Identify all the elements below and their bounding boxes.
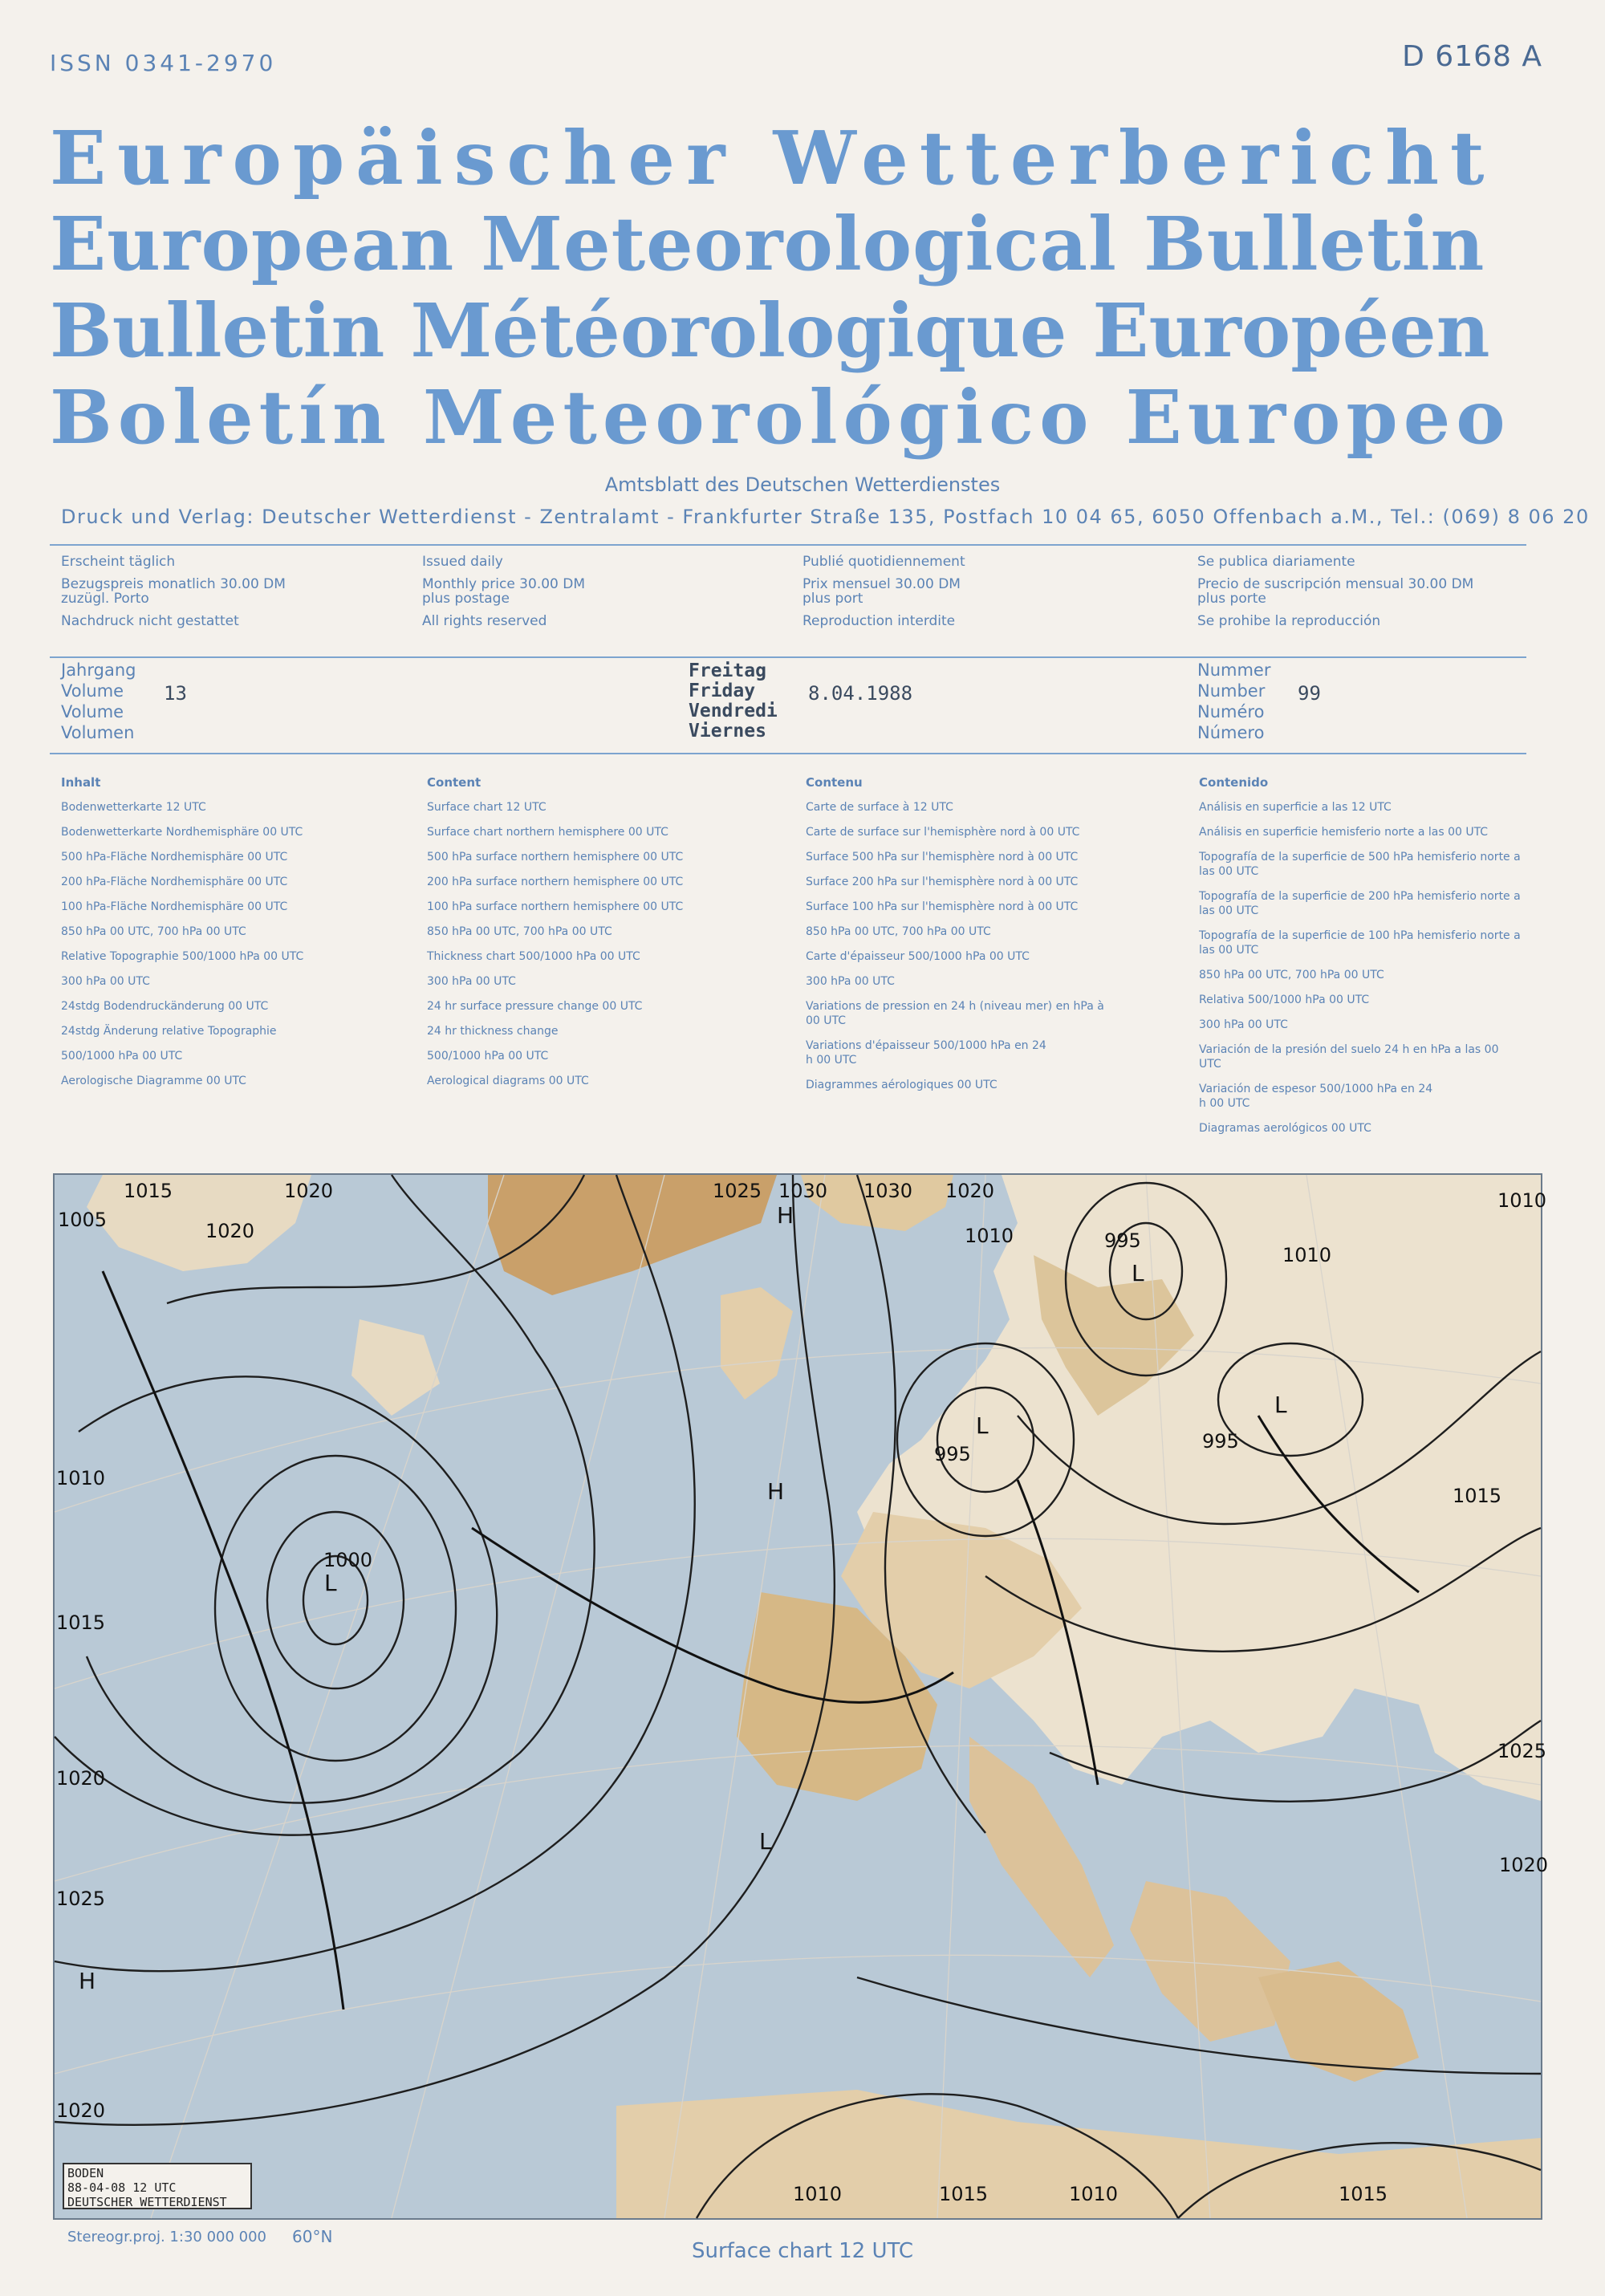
isobar-label: 1010 bbox=[1282, 1244, 1332, 1266]
isobar-label: 995 bbox=[934, 1443, 971, 1465]
publisher-line: Druck und Verlag: Deutscher Wetterdienst - Zentralamt - Frankfurter Straße 135, Postfach 10 04 65, 6050 Offenbach a.M., Tel.: (069) 8 06 20 bbox=[61, 506, 1590, 528]
isobar-label: 1020 bbox=[56, 1767, 106, 1790]
surface-weather-map bbox=[53, 1173, 1549, 2220]
map-projection: Stereogr.proj. 1:30 000 000 bbox=[67, 2229, 267, 2245]
isobar-label: 1015 bbox=[56, 1611, 106, 1634]
contents-en: Content Surface chart 12 UTC Surface chart northern hemisphere 00 UTC 500 hPa surface northern hemisphere 00 UTC 200 hPa surface northern hemisphere 00 UTC 100 hPa surface northern hemisphere 00 UTC 850 hPa 00 UTC, 700 hPa 00 UTC Thickness chart 500/1000 hPa 00 UTC 300 hPa 00 UTC 24 hr surface pressure change 00 UTC 24 hr thickness change 500/1000 hPa 00 UTC Aerological diagrams 00 UTC bbox=[427, 775, 684, 1087]
low-pressure-marker: L bbox=[1274, 1392, 1287, 1418]
isobar-label: 1025 bbox=[56, 1888, 106, 1910]
isobar-label: 1030 bbox=[863, 1180, 913, 1202]
contents-de: Inhalt Bodenwetterkarte 12 UTC Bodenwetterkarte Nordhemisphäre 00 UTC 500 hPa-Fläche Nordhemisphäre 00 UTC 200 hPa-Fläche Nordhemisphäre 00 UTC 100 hPa-Fläche Nordhemisphäre 00 UTC 850 hPa 00 UTC, 700 hPa 00 UTC Relative Topographie 500/1000 hPa 00 UTC 300 hPa 00 UTC 24stdg Bodendruckänderung 00 UTC 24stdg Änderung relative Topographie 500/1000 hPa 00 UTC Aerologische Diagramme 00 UTC bbox=[61, 775, 304, 1087]
isobar-label: 1025 bbox=[713, 1180, 762, 1202]
title-german: Europäischer Wetterbericht bbox=[50, 115, 1496, 201]
isobar-label: 1030 bbox=[778, 1180, 828, 1202]
low-pressure-marker: L bbox=[759, 1828, 772, 1855]
number-labels: Nummer Number Numéro Número bbox=[1197, 660, 1271, 742]
isobar-label: 1015 bbox=[124, 1180, 173, 1202]
contents-es: Contenido Análisis en superficie a las 12 UTC Análisis en superficie hemisferio norte a las 00 UTC Topografía de la superficie de 500 hPa hemisferio norte a las 00 UTC Topografía de la superficie de 200 hPa hemisferio norte a las 00 UTC Topografía de la superficie de 100 hPa hemisferio norte a las 00 UTC 850 hPa 00 UTC, 700 hPa 00 UTC Relativa 500/1000 hPa 00 UTC 300 hPa 00 UTC Variación de la presión del suelo 24 h en hPa a las 00 UTC Variación de espesor 500/1000 hPa en 24 h 00 UTC Diagramas aerológicos 00 UTC bbox=[1199, 775, 1521, 1135]
high-pressure-marker: H bbox=[777, 1202, 794, 1229]
isobar-label: 1015 bbox=[1339, 2183, 1388, 2205]
isobar-label: 1020 bbox=[205, 1220, 255, 1242]
map-info-box: BODEN 88-04-08 12 UTC DEUTSCHER WETTERDIENST bbox=[63, 2163, 252, 2209]
divider bbox=[50, 753, 1526, 754]
issn: ISSN 0341-2970 bbox=[50, 50, 277, 76]
subscription-fr: Publié quotidiennement Prix mensuel 30.00 DM plus port Reproduction interdite bbox=[802, 554, 965, 629]
title-english: European Meteorological Bulletin bbox=[50, 201, 1485, 287]
isobar-label: 1010 bbox=[56, 1467, 106, 1489]
isobar-label: 1020 bbox=[1499, 1854, 1549, 1876]
isobar-label: 1010 bbox=[793, 2183, 843, 2205]
isobar-label: 1000 bbox=[323, 1549, 373, 1571]
isobar-label: 1020 bbox=[284, 1180, 334, 1202]
high-pressure-marker: H bbox=[767, 1478, 785, 1505]
weather-map-graphic bbox=[55, 1175, 1549, 2218]
isobar-label: 1020 bbox=[945, 1180, 995, 1202]
isobar-label: 995 bbox=[1104, 1229, 1141, 1252]
volume-number: 13 bbox=[164, 682, 187, 705]
isobar-label: 1010 bbox=[1069, 2183, 1119, 2205]
weekday-labels: Freitag Friday Vendredi Viernes bbox=[689, 660, 778, 742]
isobar-label: 1010 bbox=[965, 1225, 1014, 1247]
map-title: Surface chart 12 UTC bbox=[691, 2239, 914, 2263]
map-latitude: 60°N bbox=[292, 2227, 333, 2246]
isobar-label: 1020 bbox=[56, 2099, 106, 2122]
high-pressure-marker: H bbox=[79, 1968, 96, 1994]
low-pressure-marker: L bbox=[1132, 1260, 1144, 1286]
divider bbox=[50, 544, 1526, 546]
publication-code: D 6168 A bbox=[1402, 40, 1542, 73]
subscription-de: Erscheint täglich Bezugspreis monatlich 30.00 DM zuzügl. Porto Nachdruck nicht gestattet bbox=[61, 554, 286, 629]
low-pressure-marker: L bbox=[324, 1570, 337, 1596]
divider bbox=[50, 656, 1526, 658]
volume-labels: Jahrgang Volume Volume Volumen bbox=[61, 660, 136, 742]
title-french: Bulletin Météorologique Européen bbox=[50, 287, 1490, 374]
isobar-label: 1005 bbox=[58, 1209, 108, 1231]
issue-number: 99 bbox=[1298, 682, 1321, 705]
official-gazette: Amtsblatt des Deutschen Wetterdienstes bbox=[604, 473, 1001, 496]
isobar-label: 1015 bbox=[1453, 1485, 1502, 1507]
isobar-label: 1010 bbox=[1497, 1189, 1547, 1212]
title-spanish: Boletín Meteorológico Europeo bbox=[50, 374, 1511, 461]
issue-date: 8.04.1988 bbox=[808, 682, 913, 705]
isobar-label: 1015 bbox=[939, 2183, 989, 2205]
contents-fr: Contenu Carte de surface à 12 UTC Carte de surface sur l'hemisphère nord à 00 UTC Surface 500 hPa sur l'hemisphère nord à 00 UTC Surface 200 hPa sur l'hemisphère nord à 00 UTC Surface 100 hPa sur l'hemisphère nord à 00 UTC 850 hPa 00 UTC, 700 hPa 00 UTC Carte d'épaisseur 500/1000 hPa 00 UTC 300 hPa 00 UTC Variations de pression en 24 h (niveau mer) en hPa à 00 UTC Variations d'épaisseur 500/1000 hPa en 24 h 00 UTC Diagrammes aérologiques 00 UTC bbox=[806, 775, 1104, 1091]
isobar-label: 995 bbox=[1202, 1430, 1239, 1453]
subscription-es: Se publica diariamente Precio de suscripción mensual 30.00 DM plus porte Se prohibe la reproducción bbox=[1197, 554, 1474, 629]
subscription-en: Issued daily Monthly price 30.00 DM plus postage All rights reserved bbox=[422, 554, 586, 629]
low-pressure-marker: L bbox=[976, 1412, 989, 1439]
isobar-label: 1025 bbox=[1497, 1740, 1547, 1762]
